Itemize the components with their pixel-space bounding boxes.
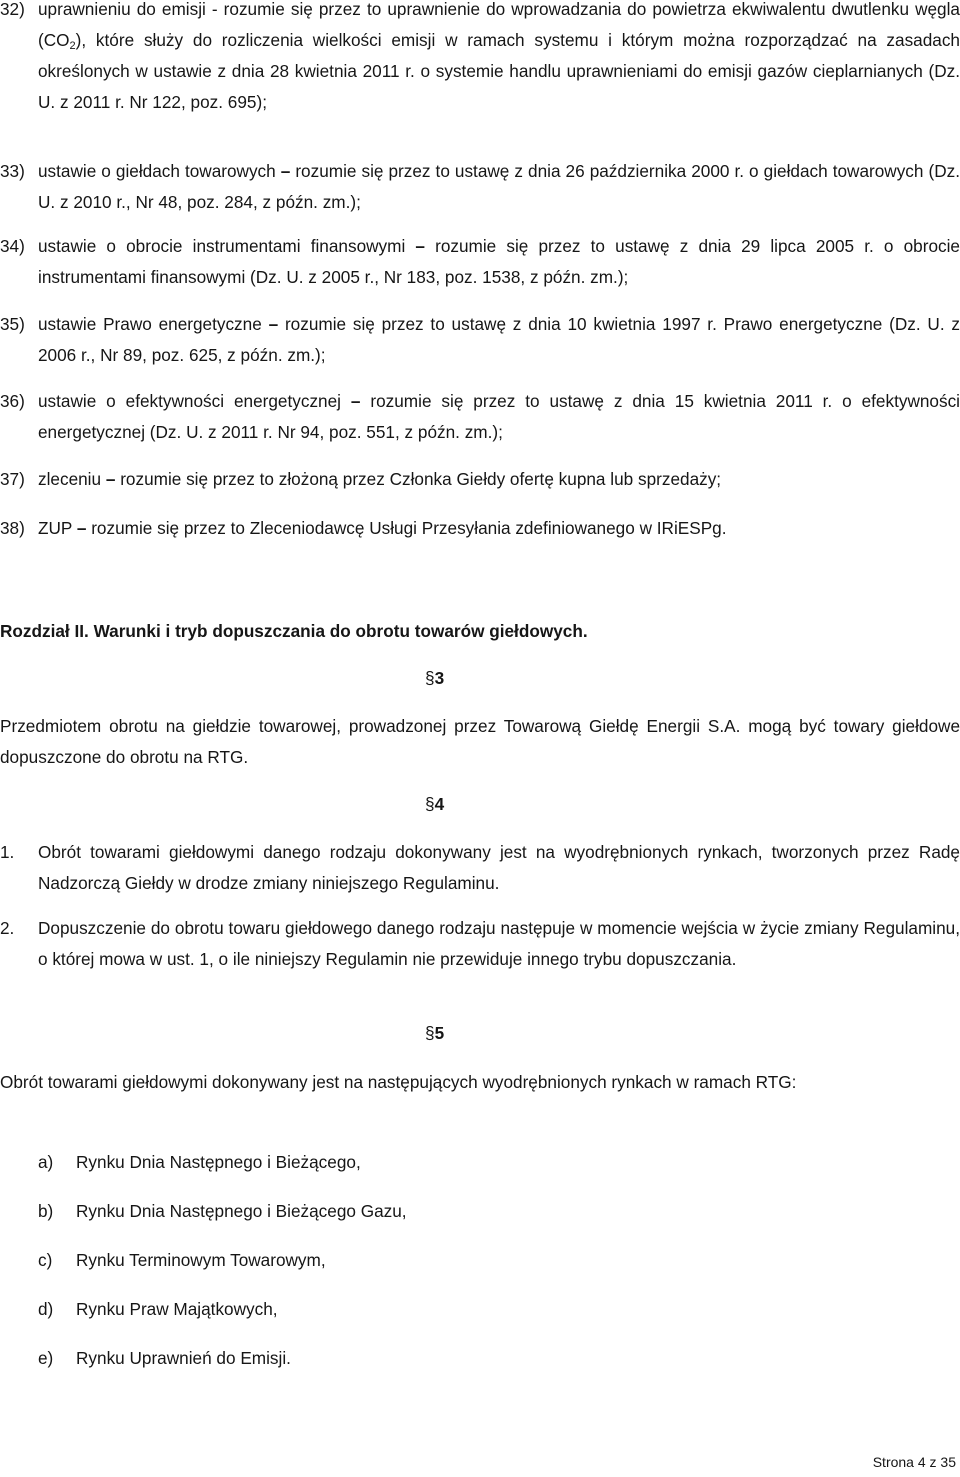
section-4-heading: §4	[425, 794, 445, 814]
section-5-heading: §5	[425, 1023, 445, 1043]
document-page: 32) uprawnieniu do emisji - rozumie się przez to uprawnienie do wprowadzania do powietrza ekwiwalentu dwutlenku węgla $(CO_2)$, które służy do rozliczenia wielkości emisji w ramach systemu i którym można rozporządzać na zasadach określonych w ustawie z dnia 28 kwietnia 2011 r. o systemie handlu uprawnieniami do emisji gazów cieplarnianych (Dz. U. z 2011 r. Nr 122, poz. 695); 33) ustawie o giełdach towarowych – rozumie się przez to ustawę z dnia 26 października 2000 r. o giełdach towarowych (Dz. U. z 2010 r., Nr 48, poz. 284, z późn. zm.); 34) ustawie o obrocie instrumentami finansowymi – rozumie się przez to ustawę z dnia 29 lipca 2005 r. o obrocie instrumentami finansowymi (Dz. U. z 2005 r., Nr 183, poz. 1538, z późn. zm.); 35) ustawie Prawo energetyczne – rozumie się przez to ustawę z dnia 10 kwietnia 1997 r. Prawo energetyczne (Dz. U. z 2006 r., Nr 89, poz. 625, z późn. zm.); 36) ustawie o efektywności energetycznej – rozumie się przez to ustawę z dnia 15 kwietnia 2011 r. o efektywności energetycznej (Dz. U. z 2011 r. Nr 94, poz. 551, z późn. zm.); 37) zleceniu – rozumie się przez to złożoną przez Członka Giełdy ofertę kupna lub sprzedaży; 38) ZUP – rozumie się przez to Zleceniodawcę Usługi Przesyłania zdefiniowanego w IRiESPg. Rozdział II. Warunki i tryb dopuszczania do obrotu towarów giełdowych. §3 Przedmiotem obrotu na giełdzie towarowej, prowadzonej przez Towarową Giełdę Energii S.A. mogą być towary giełdowe dopuszczone do obrotu na RTG. §4 1. Obrót towarami giełdowymi danego rodzaju dokonywany jest na wyodrębnionych rynkach, tworzonych przez Radę Nadzorczą Giełdy w drodze zmiany niniejszego Regulaminu. 2. Dopuszczenie do obrotu towaru giełdowego danego rodzaju następuje w momencie wejścia w życie zmiany Regulaminu, o której mowa w ust. 1, o ile niniejszy Regulamin nie przewiduje innego trybu dopuszczania. §5 Obrót towarami giełdowymi dokonywany jest na następujących wyodrębnionych rynkach w ramach RTG: a) Rynku Dnia Następnego i Bieżącego, b) Rynku Dnia Następnego i Bieżącego Gazu, c) Rynku Terminowym Towarowym, d) Rynku Praw Majątkowych, e) Rynku Uprawnień do Emisji. Strona 4 z 35	[0, 0, 960, 1477]
section-4-point-2	[0, 913, 960, 1006]
definition-term: ustawie Prawo energetyczne	[38, 314, 262, 334]
definition-text: zleceniu – rozumie się przez to złożoną przez Członka Giełdy ofertę kupna lub sprzedaży;	[38, 469, 722, 489]
page-number: Strona 4 z 35	[872, 1454, 956, 1470]
definition-number: 34)	[0, 236, 25, 256]
section-5-intro: Obrót towarami giełdowymi dokonywany jest na następujących wyodrębnionych rynkach w ramach RTG:	[0, 1072, 797, 1092]
definition-term: ustawie o giełdach towarowych	[38, 161, 276, 181]
definition-term: ustawie o obrocie instrumentami finansowymi	[38, 236, 406, 256]
point-text: Obrót towarami giełdowymi danego rodzaju dokonywany jest na wyodrębnionych rynkach, tworzonych przez Radę Nadzorczą Giełdy w drodze zmiany niniejszego Regulaminu.	[38, 842, 960, 893]
definition-term: ustawie o efektywności energetycznej	[38, 391, 341, 411]
definition-text: ustawie o efektywności energetycznej – rozumie się przez to ustawę z dnia 15 kwietnia 2011 r. o efektywności energetycznej (Dz. U. z 2011 r. Nr 94, poz. 551, z późn. zm.);	[38, 391, 960, 442]
definition-33	[0, 156, 960, 218]
definition-term: zleceniu	[38, 469, 102, 489]
definition-number: 35)	[0, 314, 25, 334]
definition-text: ustawie Prawo energetyczne – rozumie się przez to ustawę z dnia 10 kwietnia 1997 r. Prawo energetyczne (Dz. U. z 2006 r., Nr 89, poz. 625, z późn. zm.);	[38, 314, 960, 365]
definition-term: ZUP	[38, 518, 73, 538]
definition-number: 37)	[0, 469, 25, 489]
definition-36	[0, 386, 960, 448]
definition-38	[0, 513, 960, 544]
definition-text: ustawie o obrocie instrumentami finansowymi – rozumie się przez to ustawę z dnia 29 lipca 2005 r. o obrocie instrumentami finansowymi (Dz. U. z 2005 r., Nr 183, poz. 1538, z późn. zm.);	[38, 236, 960, 287]
definition-number: 32)	[0, 0, 25, 19]
section-3-text: Przedmiotem obrotu na giełdzie towarowej, prowadzonej przez Towarową Giełdę Energii S.A. mogą być towary giełdowe dopuszczone do obrotu na RTG.	[0, 716, 960, 767]
definition-number: 36)	[0, 391, 25, 411]
definition-37	[0, 464, 960, 495]
definition-text: ZUP – rozumie się przez to Zleceniodawcę Usługi Przesyłania zdefiniowanego w IRiESPg.	[38, 518, 727, 538]
definition-35	[0, 309, 960, 371]
definition-text: ustawie o giełdach towarowych – rozumie się przez to ustawę z dnia 26 października 2000 r. o giełdach towarowych (Dz. U. z 2010 r., Nr 48, poz. 284, z późn. zm.);	[38, 161, 960, 212]
definition-34	[0, 231, 960, 293]
definition-text: uprawnieniu do emisji - rozumie się przez to uprawnienie do wprowadzania do powietrza ekwiwalentu dwutlenku węgla $(CO_2)$, które służy do rozliczenia wielkości emisji w ramach systemu i którym można rozporządzać na zasadach określonych w ustawie z dnia 28 kwietnia 2011 r. o systemie handlu uprawnieniami do emisji gazów cieplarnianych (Dz. U. z 2011 r. Nr 122, poz. 695);	[38, 0, 960, 112]
section-4-point-1	[0, 837, 960, 899]
subscript: 2	[69, 40, 76, 52]
definition-number: 33)	[0, 161, 25, 181]
chapter-heading: Rozdział II. Warunki i tryb dopuszczania do obrotu towarów giełdowych.	[0, 621, 588, 641]
section-3-heading: §3	[425, 668, 445, 688]
definition-number: 38)	[0, 518, 25, 538]
definition-32	[0, 0, 960, 118]
point-number: 1.	[0, 842, 15, 862]
point-number: 2.	[0, 918, 15, 938]
point-text: Dopuszczenie do obrotu towaru giełdowego danego rodzaju następuje w momencie wejścia w życie zmiany Regulaminu, o której mowa w ust. 1, o ile niniejszy Regulamin nie przewiduje innego trybu dopuszczania.	[38, 918, 960, 969]
